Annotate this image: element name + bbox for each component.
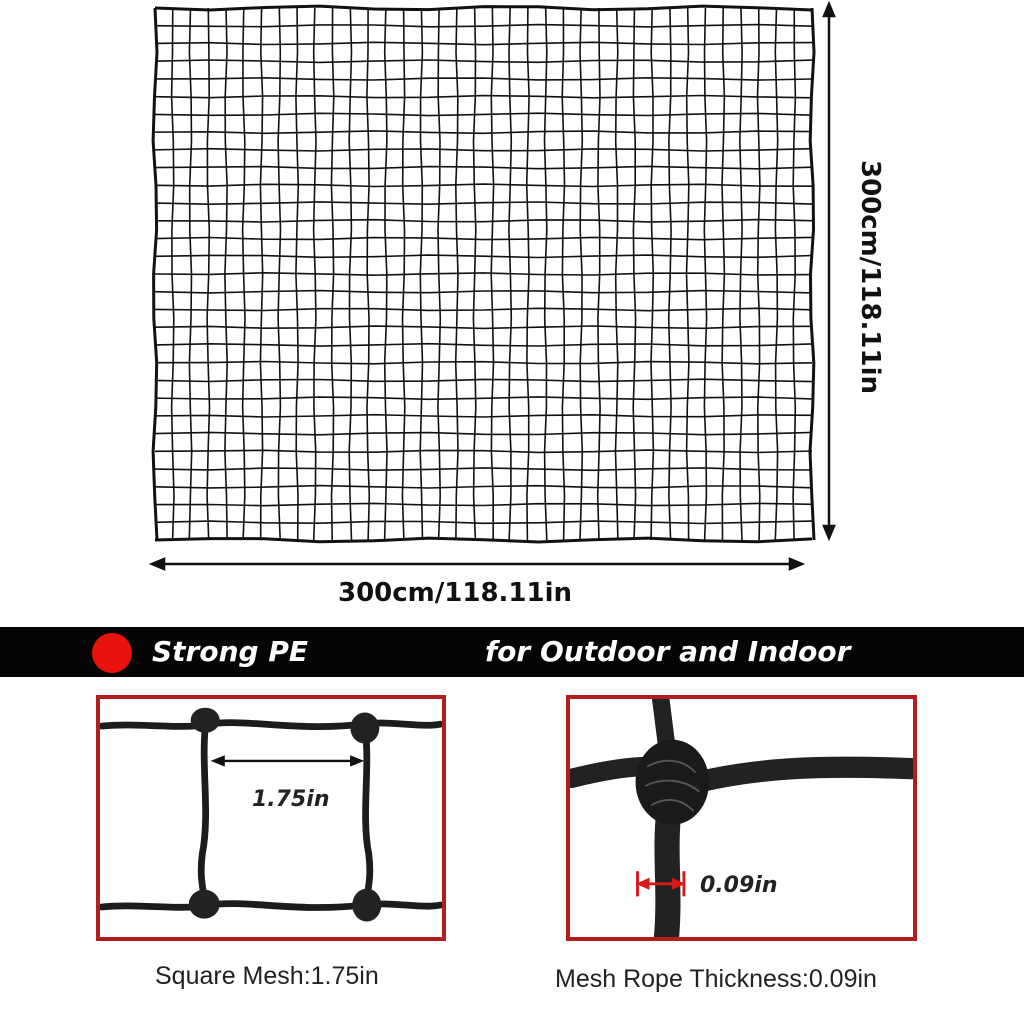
net-vertical-strand xyxy=(758,8,760,540)
net-grid xyxy=(153,6,814,542)
net-horizontal-strand xyxy=(155,166,812,168)
rope-closeup-illustration xyxy=(570,699,913,937)
net-horizontal-strand xyxy=(155,415,812,417)
height-arrow xyxy=(824,4,834,538)
mesh-caption: Square Mesh:1.75in xyxy=(155,962,379,990)
height-dimension-label: 300cm/118.11in xyxy=(855,160,885,395)
net-vertical-strand xyxy=(278,8,280,540)
net-vertical-strand xyxy=(775,8,777,540)
net-horizontal-strand xyxy=(155,273,812,275)
net-horizontal-strand xyxy=(155,362,812,364)
net-horizontal-strand xyxy=(155,397,812,399)
rope-thickness-detail-image xyxy=(566,695,917,941)
net-vertical-strand xyxy=(491,8,493,540)
net-horizontal-strand xyxy=(155,6,812,10)
net-horizontal-strand xyxy=(155,521,812,523)
net-horizontal-strand xyxy=(155,42,812,44)
rope-caption: Mesh Rope Thickness:0.09in xyxy=(555,965,877,993)
width-arrow xyxy=(152,559,802,569)
banner-material-text: Strong PE xyxy=(152,635,308,668)
net-horizontal-strand xyxy=(155,78,812,80)
net-horizontal-strand xyxy=(155,344,812,346)
mesh-size-detail-image xyxy=(96,695,446,941)
net-horizontal-strand xyxy=(155,308,812,310)
banner-usage-text: for Outdoor and Indoor xyxy=(485,635,851,668)
net-horizontal-strand xyxy=(155,237,812,239)
red-dot-icon xyxy=(92,633,132,673)
net-vertical-strand xyxy=(367,8,369,540)
width-dimension-label: 300cm/118.11in xyxy=(338,578,573,608)
net-horizontal-strand xyxy=(155,96,812,98)
net-horizontal-strand xyxy=(155,60,812,62)
net-vertical-strand xyxy=(385,8,387,540)
rope-thickness-label: 0.09in xyxy=(700,873,778,898)
net-horizontal-strand xyxy=(155,432,812,434)
net-horizontal-strand xyxy=(155,184,812,186)
net-horizontal-strand xyxy=(155,538,812,542)
mesh-size-label: 1.75in xyxy=(252,787,330,812)
net-horizontal-strand xyxy=(155,291,812,293)
net-horizontal-strand xyxy=(155,326,812,328)
net-horizontal-strand xyxy=(155,113,812,115)
net-horizontal-strand xyxy=(155,25,812,27)
net-horizontal-strand xyxy=(155,202,812,204)
net-horizontal-strand xyxy=(155,503,812,505)
net-vertical-strand xyxy=(580,8,582,540)
net-horizontal-strand xyxy=(155,255,812,257)
net-horizontal-strand xyxy=(155,468,812,470)
net-horizontal-strand xyxy=(155,450,812,452)
net-horizontal-strand xyxy=(155,486,812,488)
net-horizontal-strand xyxy=(155,220,812,222)
net-vertical-strand xyxy=(260,8,262,540)
mesh-closeup-illustration xyxy=(100,699,442,937)
net-horizontal-strand xyxy=(155,131,812,133)
net-horizontal-strand xyxy=(155,379,812,381)
net-vertical-strand xyxy=(473,8,475,540)
net-horizontal-strand xyxy=(155,149,812,151)
